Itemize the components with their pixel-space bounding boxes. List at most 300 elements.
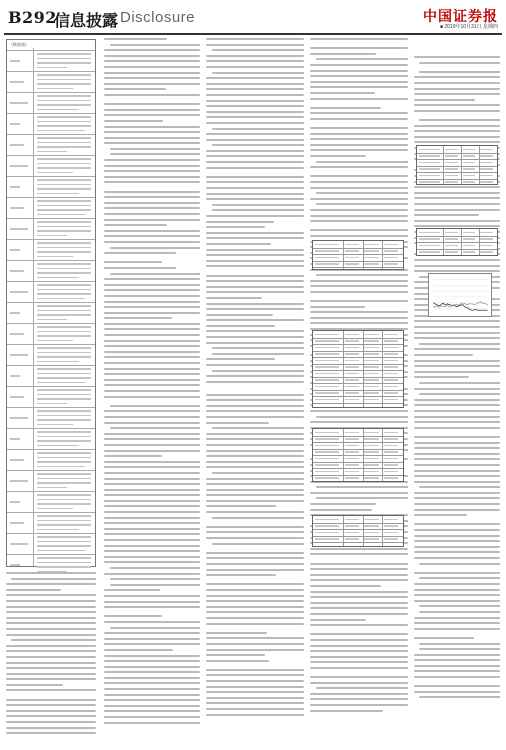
table-cell bbox=[10, 375, 20, 377]
text-line bbox=[104, 109, 200, 111]
table-column-divider bbox=[343, 331, 344, 407]
text-line bbox=[206, 60, 304, 62]
table-cell bbox=[37, 100, 91, 102]
text-line bbox=[419, 343, 500, 345]
table-cell bbox=[463, 232, 476, 234]
text-line bbox=[104, 295, 200, 297]
text-line bbox=[310, 563, 408, 565]
text-line bbox=[310, 698, 408, 700]
data-table bbox=[312, 240, 404, 270]
text-line bbox=[206, 455, 304, 457]
text-line bbox=[206, 686, 304, 688]
table-row-divider bbox=[313, 254, 403, 255]
table-cell bbox=[463, 251, 476, 253]
text-line bbox=[104, 103, 200, 105]
text-line bbox=[104, 317, 172, 319]
text-line bbox=[104, 660, 200, 662]
text-line bbox=[206, 260, 304, 262]
text-line bbox=[206, 381, 304, 383]
text-line bbox=[310, 661, 408, 663]
text-line bbox=[206, 291, 304, 293]
text-line bbox=[104, 666, 200, 668]
text-line bbox=[104, 131, 200, 133]
text-line bbox=[212, 347, 304, 349]
table-cell bbox=[364, 477, 378, 479]
table-row-divider bbox=[313, 449, 403, 450]
text-line bbox=[206, 330, 304, 332]
table-cell bbox=[419, 162, 441, 164]
text-line bbox=[316, 58, 408, 60]
text-line bbox=[104, 716, 200, 718]
table-cell bbox=[345, 445, 359, 447]
text-line bbox=[414, 130, 500, 132]
table-cell bbox=[37, 293, 91, 295]
text-line bbox=[310, 591, 408, 593]
table-row-divider bbox=[417, 242, 497, 243]
table-cell bbox=[315, 432, 339, 434]
table-row-divider bbox=[313, 396, 403, 397]
text-line bbox=[414, 670, 500, 672]
table-cell bbox=[445, 168, 458, 170]
text-line bbox=[104, 606, 200, 608]
text-line bbox=[104, 677, 200, 679]
text-line bbox=[104, 643, 200, 645]
text-line bbox=[104, 505, 200, 507]
table-cell bbox=[37, 445, 79, 447]
text-line bbox=[212, 204, 304, 206]
text-line bbox=[414, 442, 500, 444]
table-cell bbox=[384, 379, 398, 381]
table-cell bbox=[10, 270, 24, 272]
table-cell bbox=[480, 155, 493, 157]
text-line bbox=[206, 399, 304, 401]
table-cell bbox=[315, 340, 339, 342]
table-cell bbox=[37, 256, 73, 258]
text-line bbox=[414, 197, 500, 199]
table-cell bbox=[463, 238, 476, 240]
newspaper-logo: 中国证券报 bbox=[423, 9, 498, 25]
text-line bbox=[104, 528, 200, 530]
table-cell bbox=[37, 121, 91, 123]
table-row bbox=[7, 134, 95, 155]
table-cell bbox=[345, 360, 359, 362]
text-line bbox=[414, 659, 500, 661]
table-row-divider bbox=[313, 542, 403, 543]
table-cell bbox=[37, 466, 85, 468]
table-cell bbox=[37, 487, 67, 489]
text-line bbox=[206, 105, 304, 107]
table-cell bbox=[345, 386, 359, 388]
text-line bbox=[414, 104, 500, 106]
text-line bbox=[310, 155, 366, 157]
text-line bbox=[206, 161, 304, 163]
table-cell bbox=[384, 244, 398, 246]
table-cell bbox=[37, 142, 91, 144]
text-line bbox=[206, 325, 275, 327]
text-line bbox=[206, 654, 265, 656]
text-line bbox=[414, 503, 500, 505]
text-line bbox=[212, 144, 304, 146]
table-cell bbox=[445, 238, 458, 240]
table-cell bbox=[480, 175, 493, 177]
table-cell bbox=[345, 347, 359, 349]
text-line bbox=[414, 88, 500, 90]
text-line bbox=[206, 531, 304, 533]
text-line bbox=[310, 98, 408, 100]
text-line bbox=[104, 522, 200, 524]
text-line bbox=[104, 422, 200, 424]
table-cell bbox=[315, 477, 339, 479]
text-line bbox=[206, 280, 304, 282]
text-line bbox=[104, 472, 200, 474]
text-line bbox=[104, 170, 200, 172]
table-cell bbox=[37, 557, 91, 559]
table-cell bbox=[37, 436, 91, 438]
text-line bbox=[206, 410, 304, 412]
text-line bbox=[206, 466, 304, 468]
text-line bbox=[310, 107, 381, 109]
table-cell bbox=[37, 200, 91, 202]
table-cell bbox=[364, 244, 378, 246]
text-line bbox=[6, 710, 96, 712]
table-cell bbox=[480, 149, 493, 151]
table-row bbox=[7, 470, 95, 491]
text-line bbox=[419, 696, 500, 698]
text-line bbox=[104, 230, 200, 232]
table-row-divider bbox=[313, 267, 403, 268]
article-column-2 bbox=[104, 38, 200, 743]
text-line bbox=[104, 478, 200, 480]
text-line bbox=[104, 88, 166, 90]
table-cell bbox=[463, 155, 476, 157]
text-line bbox=[414, 360, 500, 362]
text-line bbox=[414, 514, 467, 516]
text-line bbox=[104, 433, 200, 435]
table-cell bbox=[10, 249, 20, 251]
text-line bbox=[414, 410, 500, 412]
table-cell bbox=[345, 525, 359, 527]
table-row bbox=[7, 491, 95, 512]
text-line bbox=[414, 203, 500, 205]
table-cell bbox=[445, 251, 458, 253]
text-line bbox=[212, 72, 304, 74]
text-line bbox=[414, 332, 500, 334]
table-cell bbox=[480, 162, 493, 164]
text-line bbox=[206, 342, 304, 344]
text-line bbox=[104, 621, 200, 623]
text-line bbox=[104, 710, 200, 712]
table-row bbox=[7, 260, 95, 281]
text-line bbox=[310, 548, 408, 550]
text-line bbox=[212, 353, 304, 355]
text-line bbox=[310, 118, 408, 120]
text-line bbox=[414, 214, 479, 216]
table-cell bbox=[37, 109, 79, 111]
text-line bbox=[104, 83, 200, 85]
text-line bbox=[419, 611, 500, 613]
table-cell bbox=[37, 452, 91, 454]
text-line bbox=[104, 517, 200, 519]
text-line bbox=[206, 198, 304, 200]
table-row-divider bbox=[417, 236, 497, 237]
table-cell bbox=[315, 386, 339, 388]
text-line bbox=[104, 533, 200, 535]
table-row bbox=[7, 50, 95, 71]
text-line bbox=[310, 306, 365, 308]
text-line bbox=[414, 458, 500, 460]
text-line bbox=[206, 226, 265, 228]
table-cell bbox=[37, 247, 91, 249]
text-line bbox=[310, 181, 408, 183]
table-cell bbox=[315, 519, 339, 521]
text-line bbox=[212, 128, 304, 130]
text-line bbox=[414, 192, 500, 194]
text-line bbox=[414, 594, 500, 596]
table-cell bbox=[37, 494, 91, 496]
text-line bbox=[310, 144, 408, 146]
text-line bbox=[310, 656, 408, 658]
table-row-divider bbox=[313, 455, 403, 456]
text-line bbox=[206, 674, 304, 676]
table-cell bbox=[445, 155, 458, 157]
text-line bbox=[310, 676, 408, 678]
table-cell bbox=[345, 366, 359, 368]
table-cell bbox=[37, 515, 91, 517]
table-cell bbox=[364, 347, 378, 349]
table-cell bbox=[364, 360, 378, 362]
text-line bbox=[104, 601, 200, 603]
text-line bbox=[6, 656, 96, 658]
text-line bbox=[310, 47, 408, 49]
text-line bbox=[110, 44, 200, 46]
table-cell bbox=[315, 379, 339, 381]
text-line bbox=[310, 645, 408, 647]
table-cell bbox=[37, 529, 79, 531]
text-line bbox=[310, 650, 408, 652]
text-line bbox=[206, 623, 304, 625]
text-line bbox=[310, 693, 408, 695]
table-column-divider bbox=[363, 331, 364, 407]
table-cell bbox=[315, 244, 339, 246]
table-cell bbox=[345, 519, 359, 521]
text-line bbox=[310, 112, 408, 114]
text-line bbox=[414, 348, 500, 350]
table-cell bbox=[37, 62, 91, 64]
table-cell bbox=[384, 458, 398, 460]
text-line bbox=[310, 291, 408, 293]
table-cell bbox=[10, 459, 24, 461]
text-line bbox=[414, 529, 500, 531]
table-cell bbox=[37, 83, 91, 85]
table-cell bbox=[37, 340, 73, 342]
text-line bbox=[414, 691, 500, 693]
table-cell bbox=[37, 289, 91, 291]
table-cell bbox=[345, 532, 359, 534]
text-line bbox=[310, 639, 408, 641]
table-row-divider bbox=[313, 390, 403, 391]
text-line bbox=[104, 77, 200, 79]
table-row-divider bbox=[313, 377, 403, 378]
text-line bbox=[310, 509, 372, 511]
text-line bbox=[110, 153, 200, 155]
text-line bbox=[419, 563, 500, 565]
text-line bbox=[419, 648, 500, 650]
text-line bbox=[414, 209, 500, 211]
table-cell bbox=[37, 242, 91, 244]
text-line bbox=[206, 511, 304, 513]
text-line bbox=[316, 161, 408, 163]
text-line bbox=[206, 181, 304, 183]
table-cell bbox=[315, 471, 339, 473]
text-line bbox=[414, 492, 500, 494]
table-cell bbox=[345, 257, 359, 259]
table-row bbox=[7, 386, 95, 407]
table-cell bbox=[364, 458, 378, 460]
table-cell bbox=[37, 499, 91, 501]
table-cell bbox=[37, 209, 91, 211]
table-cell bbox=[384, 392, 398, 394]
table-cell bbox=[10, 501, 20, 503]
text-line bbox=[414, 509, 500, 511]
table-row-divider bbox=[313, 475, 403, 476]
text-line bbox=[206, 617, 304, 619]
table-row-divider bbox=[313, 436, 403, 437]
text-line bbox=[414, 453, 500, 455]
text-line bbox=[206, 100, 304, 102]
text-line bbox=[104, 301, 200, 303]
table-cell bbox=[10, 543, 28, 545]
table-cell bbox=[10, 102, 28, 104]
table-cell bbox=[384, 257, 398, 259]
table-row bbox=[7, 323, 95, 344]
table-cell bbox=[419, 181, 441, 183]
text-line bbox=[206, 139, 304, 141]
text-line bbox=[104, 213, 200, 215]
text-line bbox=[206, 94, 304, 96]
table-cell bbox=[480, 181, 493, 183]
table-cell bbox=[315, 257, 339, 259]
table-cell bbox=[315, 347, 339, 349]
table-cell bbox=[37, 520, 91, 522]
text-line bbox=[104, 306, 200, 308]
text-line bbox=[104, 694, 200, 696]
text-line bbox=[414, 617, 500, 619]
text-line bbox=[6, 622, 96, 624]
text-line bbox=[414, 497, 500, 499]
text-line bbox=[104, 126, 200, 128]
table-cell bbox=[37, 508, 73, 510]
table-cell bbox=[364, 438, 378, 440]
text-line bbox=[104, 511, 200, 513]
text-line bbox=[104, 489, 200, 491]
text-line bbox=[104, 396, 200, 398]
table-cell bbox=[315, 360, 339, 362]
text-line bbox=[414, 523, 500, 525]
text-line bbox=[206, 494, 304, 496]
table-cell bbox=[37, 331, 91, 333]
text-line bbox=[414, 447, 500, 449]
text-line bbox=[310, 81, 408, 83]
table-cell bbox=[384, 373, 398, 375]
text-line bbox=[11, 578, 96, 580]
text-line bbox=[104, 284, 200, 286]
table-cell bbox=[364, 263, 378, 265]
table-cell bbox=[37, 205, 91, 207]
table-cell bbox=[37, 58, 91, 60]
text-line bbox=[104, 340, 200, 342]
text-line bbox=[310, 220, 408, 222]
data-table bbox=[312, 428, 404, 482]
table-cell bbox=[480, 232, 493, 234]
text-line bbox=[310, 149, 408, 151]
performance-chart bbox=[428, 273, 492, 317]
text-line bbox=[6, 645, 96, 647]
text-line bbox=[206, 589, 304, 591]
text-line bbox=[206, 88, 304, 90]
table-cell bbox=[10, 207, 24, 209]
table-cell bbox=[345, 471, 359, 473]
text-line bbox=[104, 241, 200, 243]
text-line bbox=[419, 62, 500, 64]
text-line bbox=[6, 572, 96, 574]
text-line bbox=[6, 673, 96, 675]
table-cell bbox=[37, 319, 67, 321]
text-line bbox=[206, 38, 304, 40]
table-cell bbox=[10, 417, 28, 419]
text-line bbox=[310, 585, 381, 587]
text-line bbox=[206, 249, 304, 251]
text-line bbox=[6, 600, 96, 602]
table-cell bbox=[315, 538, 339, 540]
table-cell bbox=[10, 165, 28, 167]
text-line bbox=[104, 165, 200, 167]
table-row bbox=[7, 239, 95, 260]
text-line bbox=[414, 354, 473, 356]
text-line bbox=[206, 600, 304, 602]
text-line bbox=[212, 472, 304, 474]
text-line bbox=[310, 215, 408, 217]
table-cell bbox=[445, 162, 458, 164]
text-line bbox=[414, 141, 500, 143]
table-cell bbox=[37, 310, 91, 312]
text-line bbox=[206, 438, 304, 440]
text-line bbox=[414, 665, 500, 667]
text-line bbox=[6, 699, 96, 701]
table-row-divider bbox=[313, 403, 403, 404]
table-cell bbox=[480, 251, 493, 253]
text-line bbox=[6, 721, 96, 723]
text-line bbox=[310, 138, 408, 140]
table-cell bbox=[37, 482, 91, 484]
text-line bbox=[206, 215, 304, 217]
text-line bbox=[414, 546, 500, 548]
text-line bbox=[414, 436, 500, 438]
table-cell bbox=[384, 532, 398, 534]
section-title-english: Disclosure bbox=[120, 9, 196, 26]
table-column-divider bbox=[363, 429, 364, 481]
text-line bbox=[110, 578, 200, 580]
text-line bbox=[414, 399, 500, 401]
table-cell bbox=[463, 168, 476, 170]
table-cell bbox=[345, 250, 359, 252]
table-cell bbox=[384, 471, 398, 473]
table-cell bbox=[315, 445, 339, 447]
text-line bbox=[104, 351, 200, 353]
table-cell bbox=[345, 353, 359, 355]
table-cell bbox=[463, 245, 476, 247]
text-line bbox=[419, 577, 500, 579]
text-line bbox=[414, 551, 500, 553]
